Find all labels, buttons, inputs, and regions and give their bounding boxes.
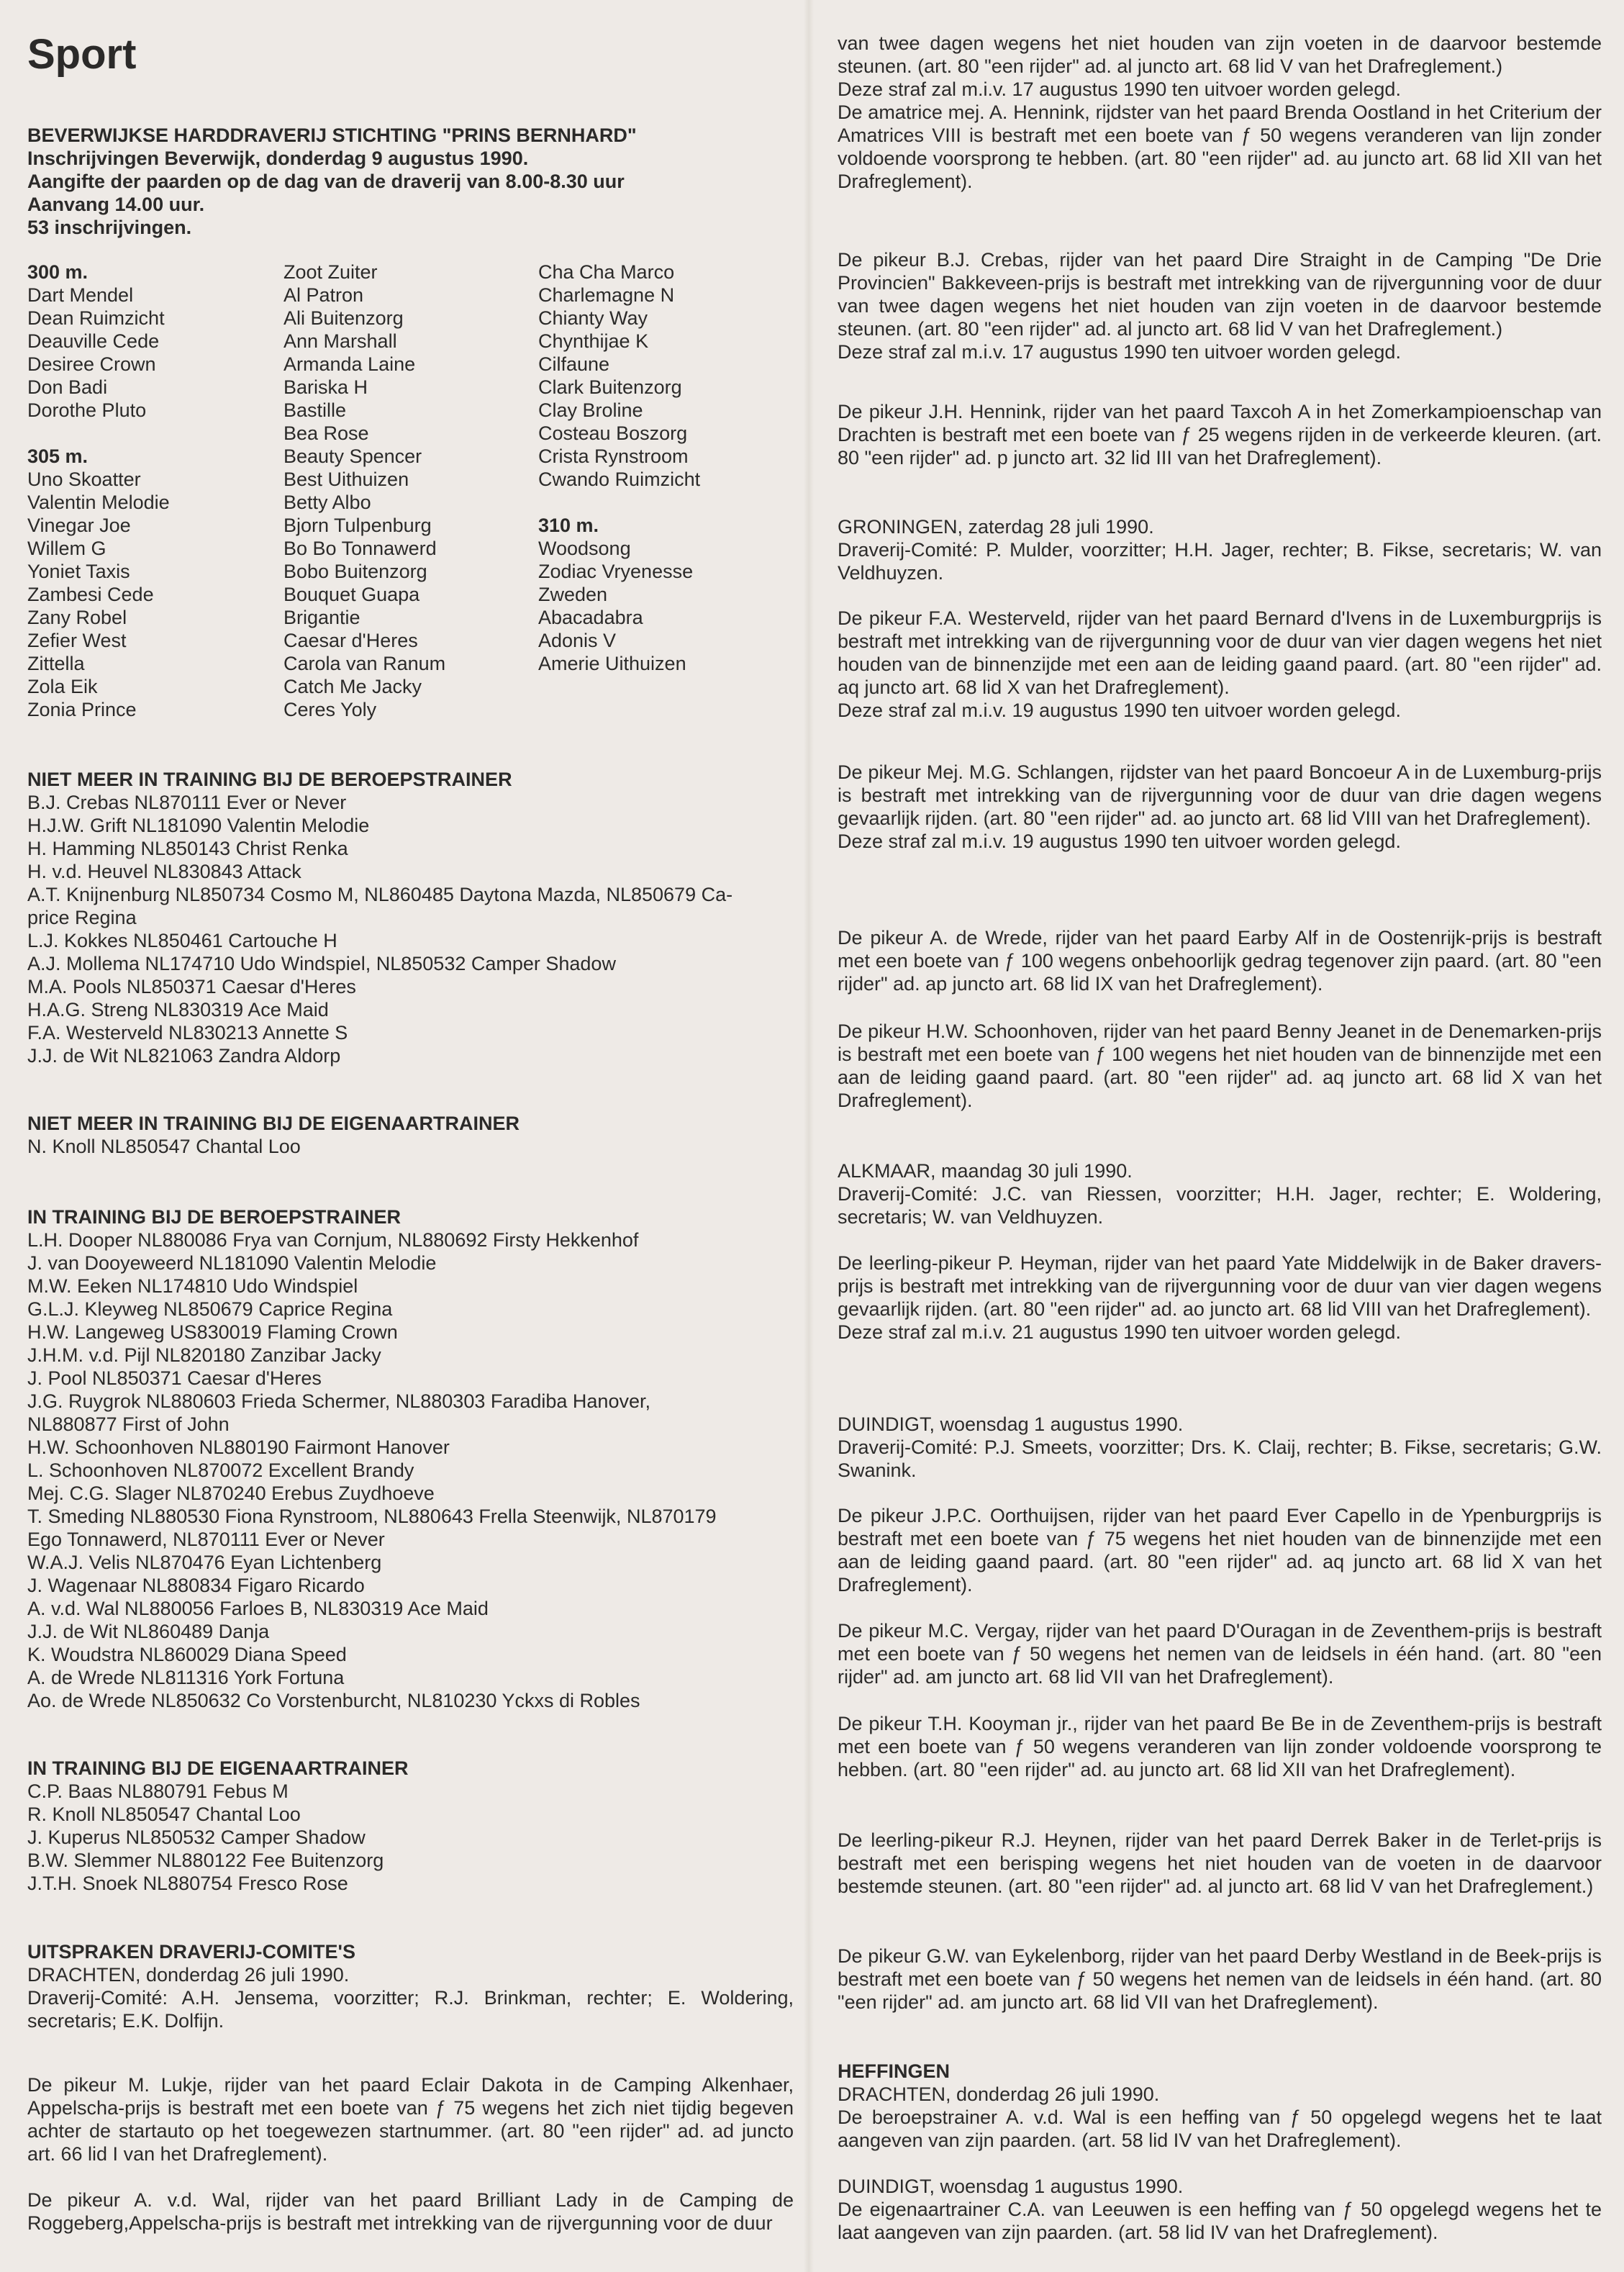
location-block <box>838 1413 1602 1482</box>
trainer-line: NL880877 First of John <box>27 1413 230 1435</box>
horse-entry: Caesar d'Heres <box>283 630 418 651</box>
ruling-paragraph <box>838 1252 1602 1344</box>
horse-entry: Bariska H <box>283 376 368 398</box>
location-date: GRONINGEN, zaterdag 28 juli 1990. <box>838 516 1154 538</box>
ruling-note: Deze straf zal m.i.v. 19 augustus 1990 ten uitvoer worden gelegd. <box>838 700 1401 721</box>
ruling-paragraph: De pikeur G.W. van Eykelenborg, rijder van het paard Derby Westland in de Beek-prijs is bestraft met een boete van ƒ 50 wegens het nemen van de leidsels in één hand. (art. 80 "een rijder" ad. am juncto art. 68 lid VII van het Drafreglement). <box>838 1945 1602 2013</box>
trainer-line: C.P. Baas NL880791 Febus M <box>27 1780 289 1802</box>
distance-heading: 310 m. <box>538 515 599 536</box>
ruling-note: Deze straf zal m.i.v. 19 augustus 1990 ten uitvoer worden gelegd. <box>838 830 1401 852</box>
intro-heading: BEVERWIJKSE HARDDRAVERIJ STICHTING "PRINS BERNHARD" <box>27 125 637 146</box>
ruling-paragraph: De pikeur A. v.d. Wal, rijder van het paard Brilliant Lady in de Camping de Roggeberg,Appelscha-prijs is bestraft met intrekking van de rijvergunning voor de duur <box>27 2189 794 2234</box>
ruling-note: Deze straf zal m.i.v. 17 augustus 1990 ten uitvoer worden gelegd. <box>838 78 1401 100</box>
horse-entry: Amerie Uithuizen <box>538 653 686 674</box>
trainer-line: N. Knoll NL850547 Chantal Loo <box>27 1136 301 1157</box>
horse-entry: Adonis V <box>538 630 617 651</box>
page-fold <box>804 0 814 2272</box>
horse-entry: Bjorn Tulpenburg <box>283 515 432 536</box>
ruling-text: De leerling-pikeur P. Heyman, rijder van het paard Yate Middelwijk in de Baker dravers-prijs is bestraft met intrekking van de rijvergunning voor de duur van vier dagen wegens gevaarlijk rijden. (art. 80 "een rijder" ad. ao juncto art. 68 lid VIII van het Drafreglement). <box>838 1252 1602 1320</box>
horse-entry: Zany Robel <box>27 607 127 628</box>
horse-entry: Zittella <box>27 653 85 674</box>
horse-entry: Deauville Cede <box>27 330 160 352</box>
trainer-line: K. Woudstra NL860029 Diana Speed <box>27 1644 347 1665</box>
horse-entry: Ceres Yoly <box>283 699 377 720</box>
horse-entry: Zambesi Cede <box>27 584 154 605</box>
ruling-note: Deze straf zal m.i.v. 21 augustus 1990 ten uitvoer worden gelegd. <box>838 1321 1401 1343</box>
trainer-line: J. Wagenaar NL880834 Figaro Ricardo <box>27 1575 365 1596</box>
location-date: DRACHTEN, donderdag 26 juli 1990. <box>838 2083 1160 2105</box>
section-niet-beroeps <box>27 768 794 1067</box>
trainer-line: J.J. de Wit NL821063 Zandra Aldorp <box>27 1045 341 1067</box>
ruling-paragraph <box>838 32 1602 193</box>
ruling-text: van twee dagen wegens het niet houden van zijn voeten in de daarvoor bestemde steunen. (art. 80 "een rijder" ad. al juncto art. 68 lid V van het Drafreglement.) <box>838 32 1602 77</box>
trainer-line: J.H.M. v.d. Pijl NL820180 Zanzibar Jacky <box>27 1344 381 1366</box>
location-date: ALKMAAR, maandag 30 juli 1990. <box>838 1160 1133 1182</box>
trainer-line: W.A.J. Velis NL870476 Eyan Lichtenberg <box>27 1552 382 1573</box>
trainer-line: Ao. de Wrede NL850632 Co Vorstenburcht, NL810230 Yckxs di Robles <box>27 1690 640 1711</box>
location-date: DRACHTEN, donderdag 26 juli 1990. <box>27 1964 350 1986</box>
trainer-line: L.H. Dooper NL880086 Frya van Cornjum, NL880692 Firsty Hekkenhof <box>27 1229 639 1251</box>
intro-line: Inschrijvingen Beverwijk, donderdag 9 augustus 1990. <box>27 148 529 169</box>
ruling-paragraph <box>838 761 1602 853</box>
section-heading: HEFFINGEN <box>838 2060 951 2082</box>
trainer-line: H.J.W. Grift NL181090 Valentin Melodie <box>27 815 370 836</box>
horse-entry: Don Badi <box>27 376 108 398</box>
ruling-text: De amatrice mej. A. Hennink, rijdster van het paard Brenda Oostland in het Criterium der Amatrices VIII is bestraft met een boete van ƒ 50 wegens veranderen van lijn zonder voldoende voorsprong te hebben. (art. 80 "een rijder" ad. au juncto art. 68 lid XII van het Drafreglement). <box>838 101 1602 192</box>
ruling-text: De pikeur B.J. Crebas, rijder van het paard Dire Straight in de Camping "De Drie Provincien" Bakkeveen-prijs is bestraft met intrekking van de rijvergunning voor de duur van twee dagen wegens het niet houden van zijn voeten in de daarvoor bestemde steunen. (art. 80 "een rijder" ad. al juncto art. 68 lid V van het Drafreglement.) <box>838 249 1602 340</box>
trainer-line: Ego Tonnawerd, NL870111 Ever or Never <box>27 1529 385 1550</box>
trainer-line: H.W. Schoonhoven NL880190 Fairmont Hanover <box>27 1436 450 1458</box>
location-date: DUINDIGT, woensdag 1 augustus 1990. <box>838 1413 1184 1435</box>
horse-entry: Zonia Prince <box>27 699 137 720</box>
horse-entry: Betty Albo <box>283 492 371 513</box>
ruling-paragraph: De pikeur H.W. Schoonhoven, rijder van het paard Benny Jeanet in de Denemarken-prijs is bestraft met een boete van ƒ 100 wegens het niet houden van de binnenzijde met een aan de leiding gaand paard. (art. 80 "een rijder" ad. aq juncto art. 68 lid X van het Drafreglement). <box>838 1020 1602 1111</box>
location-block <box>838 1159 1602 1228</box>
page-title: Sport <box>27 31 137 78</box>
trainer-line: L.J. Kokkes NL850461 Cartouche H <box>27 930 337 951</box>
horse-entry: Ali Buitenzorg <box>283 307 404 329</box>
horse-entry: Chianty Way <box>538 307 648 329</box>
section-heading: NIET MEER IN TRAINING BIJ DE BEROEPSTRAINER <box>27 769 512 790</box>
horse-entry: Crista Rynstroom <box>538 445 689 467</box>
trainer-line: H.A.G. Streng NL830319 Ace Maid <box>27 999 329 1020</box>
location-date: DUINDIGT, woensdag 1 augustus 1990. <box>838 2176 1184 2197</box>
horse-entry: Ann Marshall <box>283 330 397 352</box>
levy-text: De beroepstrainer A. v.d. Wal is een heffing van ƒ 50 opgelegd wegens het te laat aangeven van zijn paarden. (art. 58 lid IV van het Drafreglement). <box>838 2106 1602 2151</box>
horse-entry: Dean Ruimzicht <box>27 307 165 329</box>
entries-column-2 <box>283 261 528 721</box>
section-heading: IN TRAINING BIJ DE EIGENAARTRAINER <box>27 1757 409 1779</box>
trainer-line: B.W. Slemmer NL880122 Fee Buitenzorg <box>27 1850 384 1871</box>
ruling-paragraph <box>838 607 1602 722</box>
horse-entry: Beauty Spencer <box>283 445 422 467</box>
section-in-beroeps <box>27 1205 794 1712</box>
trainer-line: F.A. Westerveld NL830213 Annette S <box>27 1022 348 1044</box>
horse-entry: Uno Skoatter <box>27 469 141 490</box>
section-niet-eigenaar <box>27 1112 794 1158</box>
horse-entry: Zola Eik <box>27 676 98 697</box>
distance-heading: 305 m. <box>27 445 89 467</box>
intro-line: 53 inschrijvingen. <box>27 217 192 238</box>
horse-entry: Charlemagne N <box>538 284 675 306</box>
trainer-line: price Regina <box>27 907 137 928</box>
horse-entry: Bastille <box>283 399 347 421</box>
trainer-line: J. Pool NL850371 Caesar d'Heres <box>27 1367 322 1389</box>
section-heading: NIET MEER IN TRAINING BIJ DE EIGENAARTRAINER <box>27 1113 520 1134</box>
horse-entry: Zefier West <box>27 630 127 651</box>
ruling-paragraph: De pikeur J.H. Hennink, rijder van het paard Taxcoh A in het Zomerkampioenschap van Drachten is bestraft met een boete van ƒ 25 wegens rijden in de verkeerde kleuren. (art. 80 "een rijder" ad. p juncto art. 32 lid III van het Drafreglement). <box>838 401 1602 469</box>
trainer-line: G.L.J. Kleyweg NL850679 Caprice Regina <box>27 1298 393 1320</box>
horse-entry: Zweden <box>538 584 608 605</box>
ruling-paragraph: De leerling-pikeur R.J. Heynen, rijder van het paard Derrek Baker in de Terlet-prijs is bestraft met een berisping wegens het niet houden van de voeten in de daarvoor bestemde steunen. (art. 80 "een rijder" ad. al juncto art. 68 lid V van het Drafreglement.) <box>838 1829 1602 1897</box>
trainer-line: J.T.H. Snoek NL880754 Fresco Rose <box>27 1873 348 1894</box>
trainer-line: J.G. Ruygrok NL880603 Frieda Schermer, NL880303 Faradiba Hanover, <box>27 1390 650 1412</box>
horse-entry: Cwando Ruimzicht <box>538 469 701 490</box>
horse-entry: Zodiac Vryenesse <box>538 561 694 582</box>
horse-entry: Armanda Laine <box>283 353 416 375</box>
trainer-line: R. Knoll NL850547 Chantal Loo <box>27 1803 301 1825</box>
horse-entry: Yoniet Taxis <box>27 561 130 582</box>
entries-column-1 <box>27 261 272 721</box>
trainer-line: A.T. Knijnenburg NL850734 Cosmo M, NL860485 Daytona Mazda, NL850679 Ca- <box>27 884 733 905</box>
section-heffingen <box>838 2060 1602 2244</box>
horse-entry: Willem G <box>27 538 106 559</box>
trainer-line: Mej. C.G. Slager NL870240 Erebus Zuydhoeve <box>27 1483 435 1504</box>
horse-entry: Cha Cha Marco <box>538 261 675 283</box>
horse-entry: Brigantie <box>283 607 360 628</box>
ruling-paragraph: De pikeur M.C. Vergay, rijder van het paard D'Ouragan in de Zeventhem-prijs is bestraft met een boete van ƒ 50 wegens het nemen van de leidsels in één hand. (art. 80 "een rijder" ad. am juncto art. 68 lid VII van het Drafreglement). <box>838 1620 1602 1688</box>
trainer-line: A. de Wrede NL811316 York Fortuna <box>27 1667 345 1688</box>
horse-entry: Bo Bo Tonnawerd <box>283 538 437 559</box>
trainer-line: J.J. de Wit NL860489 Danja <box>27 1621 270 1642</box>
trainer-line: T. Smeding NL880530 Fiona Rynstroom, NL880643 Frella Steenwijk, NL870179 <box>27 1506 717 1527</box>
trainer-line: M.W. Eeken NL174810 Udo Windspiel <box>27 1275 358 1297</box>
horse-entry: Costeau Boszorg <box>538 422 688 444</box>
horse-entry: Zoot Zuiter <box>283 261 378 283</box>
horse-entry: Cilfaune <box>538 353 610 375</box>
horse-entry: Clark Buitenzorg <box>538 376 682 398</box>
horse-entry: Bea Rose <box>283 422 369 444</box>
trainer-line: M.A. Pools NL850371 Caesar d'Heres <box>27 976 356 997</box>
horse-entry: Bouquet Guapa <box>283 584 420 605</box>
trainer-line: H. v.d. Heuvel NL830843 Attack <box>27 861 301 882</box>
ruling-note: Deze straf zal m.i.v. 17 augustus 1990 ten uitvoer worden gelegd. <box>838 341 1401 363</box>
section-heading: IN TRAINING BIJ DE BEROEPSTRAINER <box>27 1206 402 1228</box>
horse-entry: Al Patron <box>283 284 364 306</box>
levy-text: De eigenaartrainer C.A. van Leeuwen is een heffing van ƒ 50 opgelegd wegens het te laat aangeven van zijn paarden. (art. 58 lid IV van het Drafreglement). <box>838 2199 1602 2243</box>
trainer-line: L. Schoonhoven NL870072 Excellent Brandy <box>27 1459 414 1481</box>
intro-line: Aanvang 14.00 uur. <box>27 194 205 215</box>
horse-entry: Bobo Buitenzorg <box>283 561 427 582</box>
committee: Draverij-Comité: A.H. Jensema, voorzitter; R.J. Brinkman, rechter; E. Woldering, secretaris; E.K. Dolfijn. <box>27 1987 794 2032</box>
intro-block <box>27 124 794 239</box>
ruling-paragraph: De pikeur T.H. Kooyman jr., rijder van het paard Be Be in de Zeventhem-prijs is bestraft met een boete van ƒ 50 wegens veranderen van lijn zonder voldoende voorsprong te hebben. (art. 80 "een rijder" ad. au juncto art. 68 lid XII van het Drafreglement). <box>838 1713 1602 1780</box>
committee: Draverij-Comité: P. Mulder, voorzitter; H.H. Jager, rechter; B. Fikse, secretaris; W. van Veldhuyzen. <box>838 539 1602 584</box>
trainer-line: A. v.d. Wal NL880056 Farloes B, NL830319 Ace Maid <box>27 1598 489 1619</box>
section-uitspraken <box>27 1940 794 2032</box>
trainer-line: A.J. Mollema NL174710 Udo Windspiel, NL850532 Camper Shadow <box>27 953 616 974</box>
ruling-paragraph: De pikeur J.P.C. Oorthuijsen, rijder van het paard Ever Capello in de Ypenburgprijs is bestraft met een boete van ƒ 75 wegens het niet houden van de binnenzijde met een aan de leiding gaand paard. (art. 80 "een rijder" ad. aq juncto art. 68 lid X van het Drafreglement). <box>838 1505 1602 1596</box>
horse-entry: Woodsong <box>538 538 631 559</box>
section-heading: UITSPRAKEN DRAVERIJ-COMITE'S <box>27 1941 355 1963</box>
trainer-line: B.J. Crebas NL870111 Ever or Never <box>27 792 347 813</box>
trainer-line: H.W. Langeweg US830019 Flaming Crown <box>27 1321 398 1343</box>
horse-entry: Chynthijae K <box>538 330 649 352</box>
ruling-paragraph: De pikeur A. de Wrede, rijder van het paard Earby Alf in de Oostenrijk-prijs is bestraft met een boete van ƒ 100 wegens onbehoorlijk gedrag tegenover zijn paard. (art. 80 "een rijder" ad. ap juncto art. 68 lid IX van het Drafreglement). <box>838 927 1602 995</box>
section-in-eigenaar <box>27 1757 794 1895</box>
trainer-line: J. Kuperus NL850532 Camper Shadow <box>27 1827 366 1848</box>
distance-heading: 300 m. <box>27 261 89 283</box>
horse-entry: Carola van Ranum <box>283 653 446 674</box>
entries-column-3 <box>538 261 783 675</box>
trainer-line: H. Hamming NL850143 Christ Renka <box>27 838 348 859</box>
ruling-text: De pikeur Mej. M.G. Schlangen, rijdster van het paard Boncoeur A in de Luxemburg-prijs is bestraft met intrekking van de rijvergunning voor de duur van drie dagen wegens gevaarlijk rijden. (art. 80 "een rijder" ad. ao juncto art. 68 lid VIII van het Drafreglement). <box>838 761 1602 829</box>
horse-entry: Abacadabra <box>538 607 643 628</box>
horse-entry: Valentin Melodie <box>27 492 170 513</box>
intro-line: Aangifte der paarden op de dag van de draverij van 8.00-8.30 uur <box>27 171 625 192</box>
horse-entry: Vinegar Joe <box>27 515 131 536</box>
horse-entry: Clay Broline <box>538 399 643 421</box>
horse-entry: Dorothe Pluto <box>27 399 147 421</box>
location-block <box>838 515 1602 584</box>
trainer-line: J. van Dooyeweerd NL181090 Valentin Melodie <box>27 1252 437 1274</box>
ruling-paragraph <box>838 248 1602 363</box>
horse-entry: Catch Me Jacky <box>283 676 422 697</box>
horse-entry: Best Uithuizen <box>283 469 409 490</box>
horse-entry: Dart Mendel <box>27 284 134 306</box>
ruling-paragraph: De pikeur M. Lukje, rijder van het paard Eclair Dakota in de Camping Alkenhaer, Appelscha-prijs is bestraft met een boete van ƒ 75 wegens het zich niet tijdig begeven achter de startauto op het toegewezen startnummer. (art. 80 "een rijder" ad. ad juncto art. 66 lid I van het Drafreglement). <box>27 2074 794 2165</box>
committee: Draverij-Comité: J.C. van Riessen, voorzitter; H.H. Jager, rechter; E. Woldering, secretaris; W. van Veldhuyzen. <box>838 1183 1602 1228</box>
committee: Draverij-Comité: P.J. Smeets, voorzitter; Drs. K. Claij, rechter; B. Fikse, secretaris; G.W. Swanink. <box>838 1436 1602 1481</box>
ruling-text: De pikeur F.A. Westerveld, rijder van het paard Bernard d'Ivens in de Luxemburgprijs is bestraft met intrekking van de rijvergunning voor de duur van vier dagen wegens het niet houden van de binnenzijde met een aan de leiding gaand paard. (art. 80 "een rijder" ad. aq juncto art. 68 lid X van het Drafreglement). <box>838 607 1602 698</box>
horse-entry: Desiree Crown <box>27 353 156 375</box>
